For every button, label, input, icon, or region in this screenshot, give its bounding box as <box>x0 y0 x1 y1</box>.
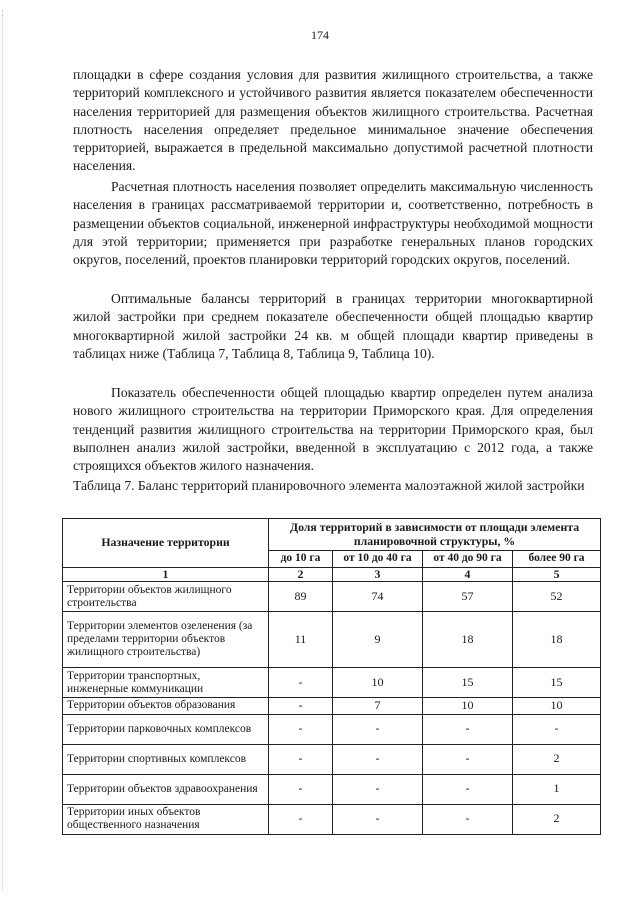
cell-value: 10 <box>513 698 601 715</box>
paragraph-3-text: Оптимальные балансы территорий в границах территории многоквартирной жилой застройки при среднем показателе обеспеченности общей площадью квартир многоквартирной жилой застройки 24 кв. м общей площади квартир приведены в таблицах ниже (Таблица 7, Таблица 8, Таблица 9, Таблица 10). <box>73 291 593 361</box>
table-row <box>63 582 601 612</box>
paragraph-2-text: Расчетная плотность населения позволяет определить максимальную численность населения в границах рассматриваемой территории и, соответственно, потребность в размещении объектов социальной, инженерной инфраструктуры необходимой мощности для этой территории; применяется при разработке генеральных планов городских округов, поселений, проектов планировки территорий городских округов, поселений. <box>73 179 593 268</box>
table-row <box>63 714 601 744</box>
cell-value: - <box>333 744 423 774</box>
table-row <box>63 668 601 698</box>
scan-edge-line <box>2 10 4 890</box>
header-share-group: Доля территорий в зависимости от площади элемента планировочной структуры, % <box>269 519 601 551</box>
header-col-over-90: более 90 га <box>513 551 601 568</box>
column-number: 5 <box>513 567 601 582</box>
paragraph-3 <box>73 290 593 363</box>
row-label: Территории транспортных, инженерные коммуникации <box>63 668 269 698</box>
table-row <box>63 698 601 715</box>
header-col-10-40: от 10 до 40 га <box>333 551 423 568</box>
table-row <box>63 744 601 774</box>
cell-value: 2 <box>513 744 601 774</box>
row-label: Территории объектов образования <box>63 698 269 715</box>
cell-value: 15 <box>513 668 601 698</box>
cell-value: - <box>269 714 333 744</box>
cell-value: 7 <box>333 698 423 715</box>
cell-value: 89 <box>269 582 333 612</box>
row-label: Территории парковочных комплексов <box>63 714 269 744</box>
paragraph-2 <box>73 178 593 269</box>
cell-value: - <box>513 714 601 744</box>
column-number: 2 <box>269 567 333 582</box>
column-number: 3 <box>333 567 423 582</box>
cell-value: - <box>423 714 513 744</box>
cell-value: 15 <box>423 668 513 698</box>
cell-value: 1 <box>513 774 601 804</box>
cell-value: - <box>333 804 423 834</box>
row-label: Территории спортивных комплексов <box>63 744 269 774</box>
cell-value: - <box>423 804 513 834</box>
column-number: 4 <box>423 567 513 582</box>
cell-value: 52 <box>513 582 601 612</box>
row-label: Территории объектов жилищного строительства <box>63 582 269 612</box>
cell-value: - <box>333 714 423 744</box>
cell-value: - <box>269 668 333 698</box>
cell-value: 18 <box>513 612 601 668</box>
balance-table <box>62 518 601 835</box>
table-row <box>63 804 601 834</box>
cell-value: 2 <box>513 804 601 834</box>
header-col-up-to-10: до 10 га <box>269 551 333 568</box>
cell-value: - <box>423 744 513 774</box>
cell-value: - <box>269 698 333 715</box>
cell-value: 9 <box>333 612 423 668</box>
paragraph-4-text: Показатель обеспеченности общей площадью квартир определен путем анализа нового жилищного строительства на территории Приморского края. Для определения тенденций развития жилищного строительства на территории Приморского края, был выполнен анализ жилой застройки, введенной в эксплуатацию с 2012 года, а также строящихся объектов жилого назначения. <box>73 385 593 474</box>
table-row <box>63 774 601 804</box>
cell-value: 18 <box>423 612 513 668</box>
column-number: 1 <box>63 567 269 582</box>
header-territory-purpose: Назначение территории <box>63 519 269 568</box>
cell-value: - <box>333 774 423 804</box>
table-caption: Таблица 7. Баланс территорий планировочного элемента малоэтажной жилой застройки <box>73 478 585 493</box>
cell-value: 11 <box>269 612 333 668</box>
cell-value: 10 <box>423 698 513 715</box>
paragraph-4 <box>73 384 593 475</box>
row-label: Территории элементов озеленения (за пределами территории объектов жилищного строительства) <box>63 612 269 668</box>
cell-value: 57 <box>423 582 513 612</box>
cell-value: 74 <box>333 582 423 612</box>
cell-value: - <box>423 774 513 804</box>
cell-value: 10 <box>333 668 423 698</box>
row-label: Территории иных объектов общественного назначения <box>63 804 269 834</box>
cell-value: - <box>269 774 333 804</box>
paragraph-1-text: площадки в сфере создания условия для развития жилищного строительства, а также территорий комплексного и устойчивого развития является показателем обеспеченности населения территорией для размещения объектов жилищного строительства. Расчетная плотность населения определяет предельное минимальное значение обеспечения территорией, выражается в предельной максимально допустимой расчетной плотности населения. <box>73 67 593 174</box>
header-col-40-90: от 40 до 90 га <box>423 551 513 568</box>
cell-value: - <box>269 744 333 774</box>
cell-value: - <box>269 804 333 834</box>
page-number: 174 <box>311 28 329 42</box>
row-label: Территории объектов здравоохранения <box>63 774 269 804</box>
paragraph-1 <box>73 66 593 176</box>
table-row <box>63 612 601 668</box>
